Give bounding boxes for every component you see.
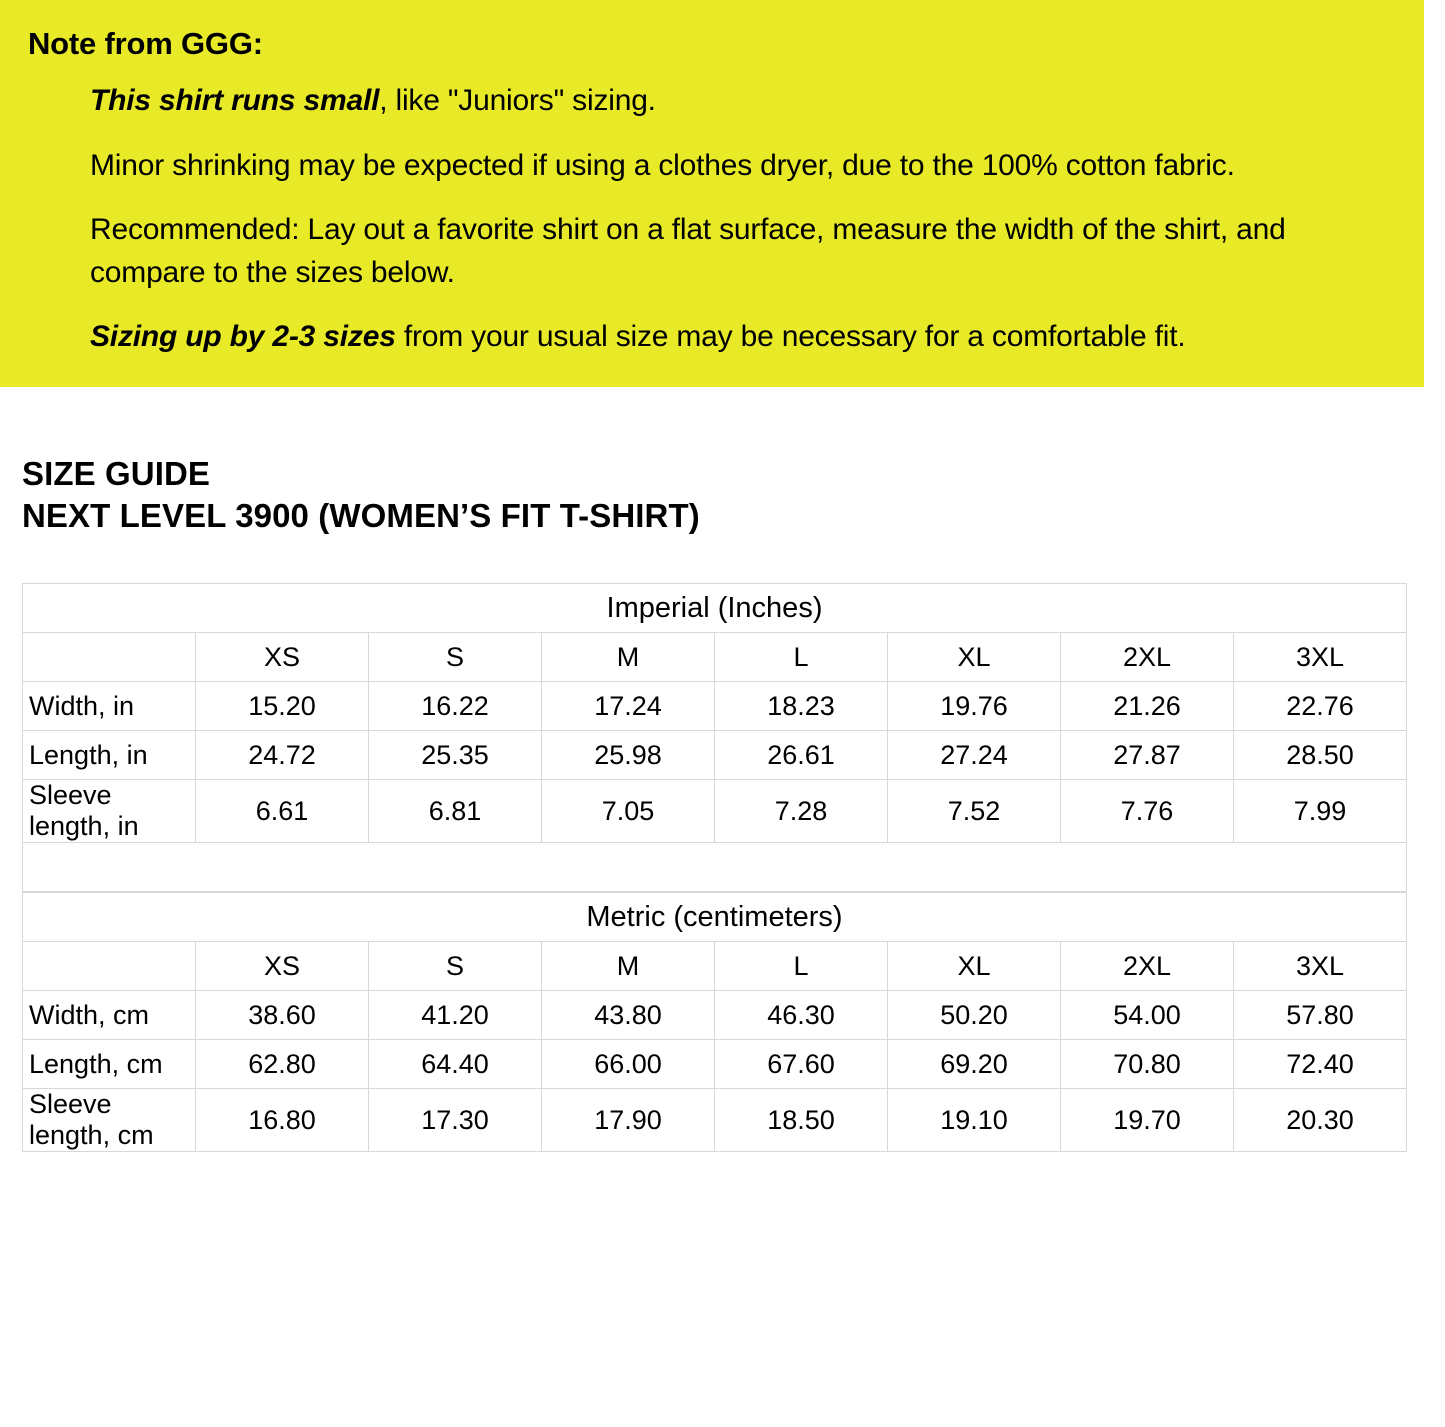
table-row <box>23 682 1407 731</box>
page-title <box>22 453 1445 537</box>
metric-row-2-label: Sleeve length, cm <box>23 1089 196 1152</box>
metric-row-1-2xl: 70.80 <box>1061 1040 1234 1089</box>
imperial-row-1-label: Length, in <box>23 731 196 780</box>
table-row <box>23 991 1407 1040</box>
metric-row-0-l: 46.30 <box>715 991 888 1040</box>
imperial-size-l: L <box>715 633 888 682</box>
note-paragraph-4-rest: from your usual size may be necessary for a comfortable fit. <box>395 320 1186 354</box>
imperial-size-xl: XL <box>888 633 1061 682</box>
metric-size-3xl: 3XL <box>1234 942 1407 991</box>
metric-corner-cell <box>23 942 196 991</box>
imperial-row-2-s: 6.81 <box>369 780 542 843</box>
table-row <box>23 1089 1407 1152</box>
imperial-size-m: M <box>542 633 715 682</box>
imperial-row-1-m: 25.98 <box>542 731 715 780</box>
imperial-row-2-xl: 7.52 <box>888 780 1061 843</box>
metric-row-1-label: Length, cm <box>23 1040 196 1089</box>
table-row <box>23 780 1407 843</box>
imperial-row-1-2xl: 27.87 <box>1061 731 1234 780</box>
imperial-size-3xl: 3XL <box>1234 633 1407 682</box>
imperial-row-1-3xl: 28.50 <box>1234 731 1407 780</box>
table-row <box>23 1040 1407 1089</box>
note-banner <box>0 0 1424 387</box>
metric-row-0-xs: 38.60 <box>196 991 369 1040</box>
imperial-row-1-s: 25.35 <box>369 731 542 780</box>
metric-row-2-xl: 19.10 <box>888 1089 1061 1152</box>
imperial-row-0-l: 18.23 <box>715 682 888 731</box>
imperial-row-2-l: 7.28 <box>715 780 888 843</box>
imperial-row-1-xs: 24.72 <box>196 731 369 780</box>
metric-size-table <box>22 892 1407 1152</box>
imperial-row-2-2xl: 7.76 <box>1061 780 1234 843</box>
metric-row-0-label: Width, cm <box>23 991 196 1040</box>
note-paragraph-1 <box>90 80 1390 123</box>
table-row <box>23 731 1407 780</box>
size-tables <box>22 583 1407 1152</box>
note-paragraph-2-rest: Minor shrinking may be expected if using a clothes dryer, due to the 100% cotton fabric. <box>90 148 1235 182</box>
imperial-row-0-s: 16.22 <box>369 682 542 731</box>
imperial-row-2-xs: 6.61 <box>196 780 369 843</box>
metric-row-0-3xl: 57.80 <box>1234 991 1407 1040</box>
page-title-line2: NEXT LEVEL 3900 (WOMEN’S FIT T-SHIRT) <box>22 497 700 535</box>
imperial-row-0-m: 17.24 <box>542 682 715 731</box>
note-paragraph-4-emphasis: Sizing up by 2-3 sizes <box>90 320 396 354</box>
metric-row-0-xl: 50.20 <box>888 991 1061 1040</box>
metric-row-2-m: 17.90 <box>542 1089 715 1152</box>
note-paragraph-2 <box>90 145 1390 188</box>
metric-row-1-3xl: 72.40 <box>1234 1040 1407 1089</box>
metric-row-1-xl: 69.20 <box>888 1040 1061 1089</box>
note-paragraph-4 <box>90 316 1390 359</box>
metric-title: Metric (centimeters) <box>23 893 1407 942</box>
metric-size-2xl: 2XL <box>1061 942 1234 991</box>
metric-size-s: S <box>369 942 542 991</box>
note-paragraph-3-rest: Recommended: Lay out a favorite shirt on a flat surface, measure the width of the shirt, and compare to the sizes below. <box>90 213 1286 289</box>
imperial-corner-cell <box>23 633 196 682</box>
imperial-row-2-3xl: 7.99 <box>1234 780 1407 843</box>
table-spacer-cell <box>23 843 1407 892</box>
note-paragraph-1-emphasis: This shirt runs small <box>90 84 380 117</box>
note-paragraph-1-rest: , like "Juniors" sizing. <box>379 84 656 117</box>
metric-size-m: M <box>542 942 715 991</box>
metric-header-row <box>23 942 1407 991</box>
metric-row-0-s: 41.20 <box>369 991 542 1040</box>
metric-row-0-2xl: 54.00 <box>1061 991 1234 1040</box>
metric-row-0-m: 43.80 <box>542 991 715 1040</box>
note-title: Note from GGG: <box>28 26 263 61</box>
imperial-row-1-xl: 27.24 <box>888 731 1061 780</box>
imperial-size-table <box>22 583 1407 892</box>
metric-size-l: L <box>715 942 888 991</box>
imperial-row-0-3xl: 22.76 <box>1234 682 1407 731</box>
metric-row-1-xs: 62.80 <box>196 1040 369 1089</box>
imperial-title: Imperial (Inches) <box>23 584 1407 633</box>
imperial-row-0-2xl: 21.26 <box>1061 682 1234 731</box>
metric-row-2-l: 18.50 <box>715 1089 888 1152</box>
imperial-size-xs: XS <box>196 633 369 682</box>
imperial-header-row <box>23 633 1407 682</box>
metric-size-xl: XL <box>888 942 1061 991</box>
page-title-line1: SIZE GUIDE <box>22 454 211 492</box>
metric-row-2-s: 17.30 <box>369 1089 542 1152</box>
imperial-row-2-label: Sleeve length, in <box>23 780 196 843</box>
metric-row-2-2xl: 19.70 <box>1061 1089 1234 1152</box>
metric-row-2-3xl: 20.30 <box>1234 1089 1407 1152</box>
imperial-size-s: S <box>369 633 542 682</box>
imperial-row-0-label: Width, in <box>23 682 196 731</box>
metric-title-row <box>23 893 1407 942</box>
note-paragraph-3 <box>90 209 1390 294</box>
imperial-row-0-xs: 15.20 <box>196 682 369 731</box>
metric-row-2-xs: 16.80 <box>196 1089 369 1152</box>
metric-row-1-l: 67.60 <box>715 1040 888 1089</box>
imperial-row-0-xl: 19.76 <box>888 682 1061 731</box>
imperial-row-1-l: 26.61 <box>715 731 888 780</box>
imperial-size-2xl: 2XL <box>1061 633 1234 682</box>
table-spacer-row <box>23 843 1407 892</box>
metric-size-xs: XS <box>196 942 369 991</box>
metric-row-1-s: 64.40 <box>369 1040 542 1089</box>
imperial-title-row <box>23 584 1407 633</box>
imperial-row-2-m: 7.05 <box>542 780 715 843</box>
metric-row-1-m: 66.00 <box>542 1040 715 1089</box>
